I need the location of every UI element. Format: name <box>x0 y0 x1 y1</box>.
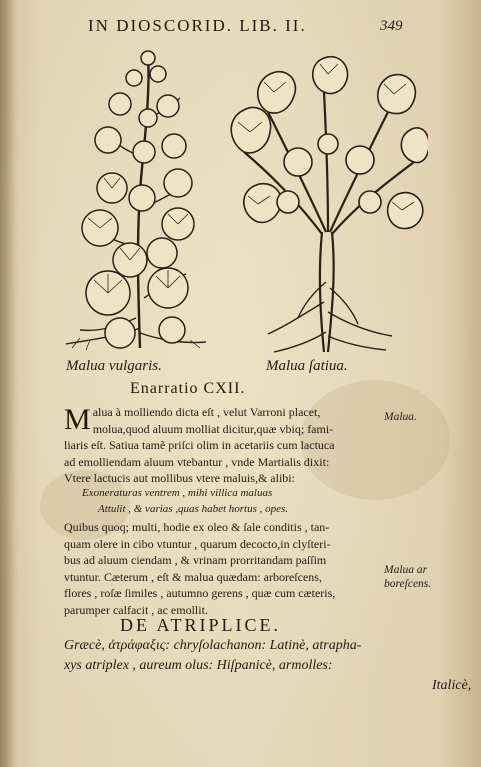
marginal-note-malua: Malua. <box>384 411 417 423</box>
text-line: ad emolliendam aluum vtebantur , vnde Martialis dixit: <box>64 454 330 469</box>
marginal-line: boreſcens. <box>384 578 432 590</box>
chapter-body-continued <box>64 519 380 618</box>
text-line: quam olere in cibo vtuntur , quarum decocto,in clyſteri- <box>64 536 331 551</box>
chapter-heading: Enarratio CXII. <box>130 380 246 397</box>
text-line: flores , roſæ ſimiles , autumno gerens , quæ cum cæteris, <box>64 586 336 600</box>
section-text-line: Græcè, ἀτράφαξις: chryſolachanon: Latinè, atrapha- <box>64 638 362 653</box>
section-text-line: xys atriplex , aureum olus: Hiſpanicè, armolles: <box>64 658 333 673</box>
text-line: Vtere lactucis aut mollibus vtere maluis,& alibi: <box>64 471 295 485</box>
text-line: vtuntur. Cæterum , eſt & malua quædam: arboreſcens, <box>64 569 322 584</box>
verse-line: Exoneraturas ventrem , mihi villica maluas <box>82 487 273 499</box>
section-title: DE ATRIPLICE. <box>120 615 282 635</box>
chapter-body <box>64 404 380 487</box>
page-number: 349 <box>380 18 403 34</box>
text-line: liaris eſt. Satiua tamẽ priſci olim in acetariis cum lactuca <box>64 438 335 452</box>
figure-caption-right: Malua ſatiua. <box>266 358 348 374</box>
figure-caption-left: Malua vulgaris. <box>66 358 162 374</box>
drop-initial: M <box>64 403 91 436</box>
text-line: alua à molliendo dicta eſt , velut Varroni placet, <box>92 405 321 419</box>
verse-line: Attulit , & varias ,quas habet hortus , opes. <box>98 503 289 515</box>
page-gutter-shadow <box>0 0 18 767</box>
running-head: IN DIOSCORID. LIB. II. <box>88 16 307 35</box>
malua-satiua-woodcut <box>228 52 428 354</box>
catchword: Italicè, <box>432 678 472 693</box>
text-line: parumper calfacit , ac emollit. <box>64 602 208 617</box>
text-line: bus ad aluum ciendam , & vrinam prorritandam paſſim <box>64 553 327 567</box>
text-line: Quibus quoq; multi, hodie ex oleo & ſale conditis , tan- <box>64 520 330 534</box>
text-line: molua,quod aluum molliat dicitur,quæ vbiq; fami- <box>92 421 334 436</box>
malua-vulgaris-woodcut <box>60 48 210 353</box>
marginal-line: Malua ar <box>384 564 428 576</box>
marginal-note-malua-arborescens <box>384 563 431 591</box>
